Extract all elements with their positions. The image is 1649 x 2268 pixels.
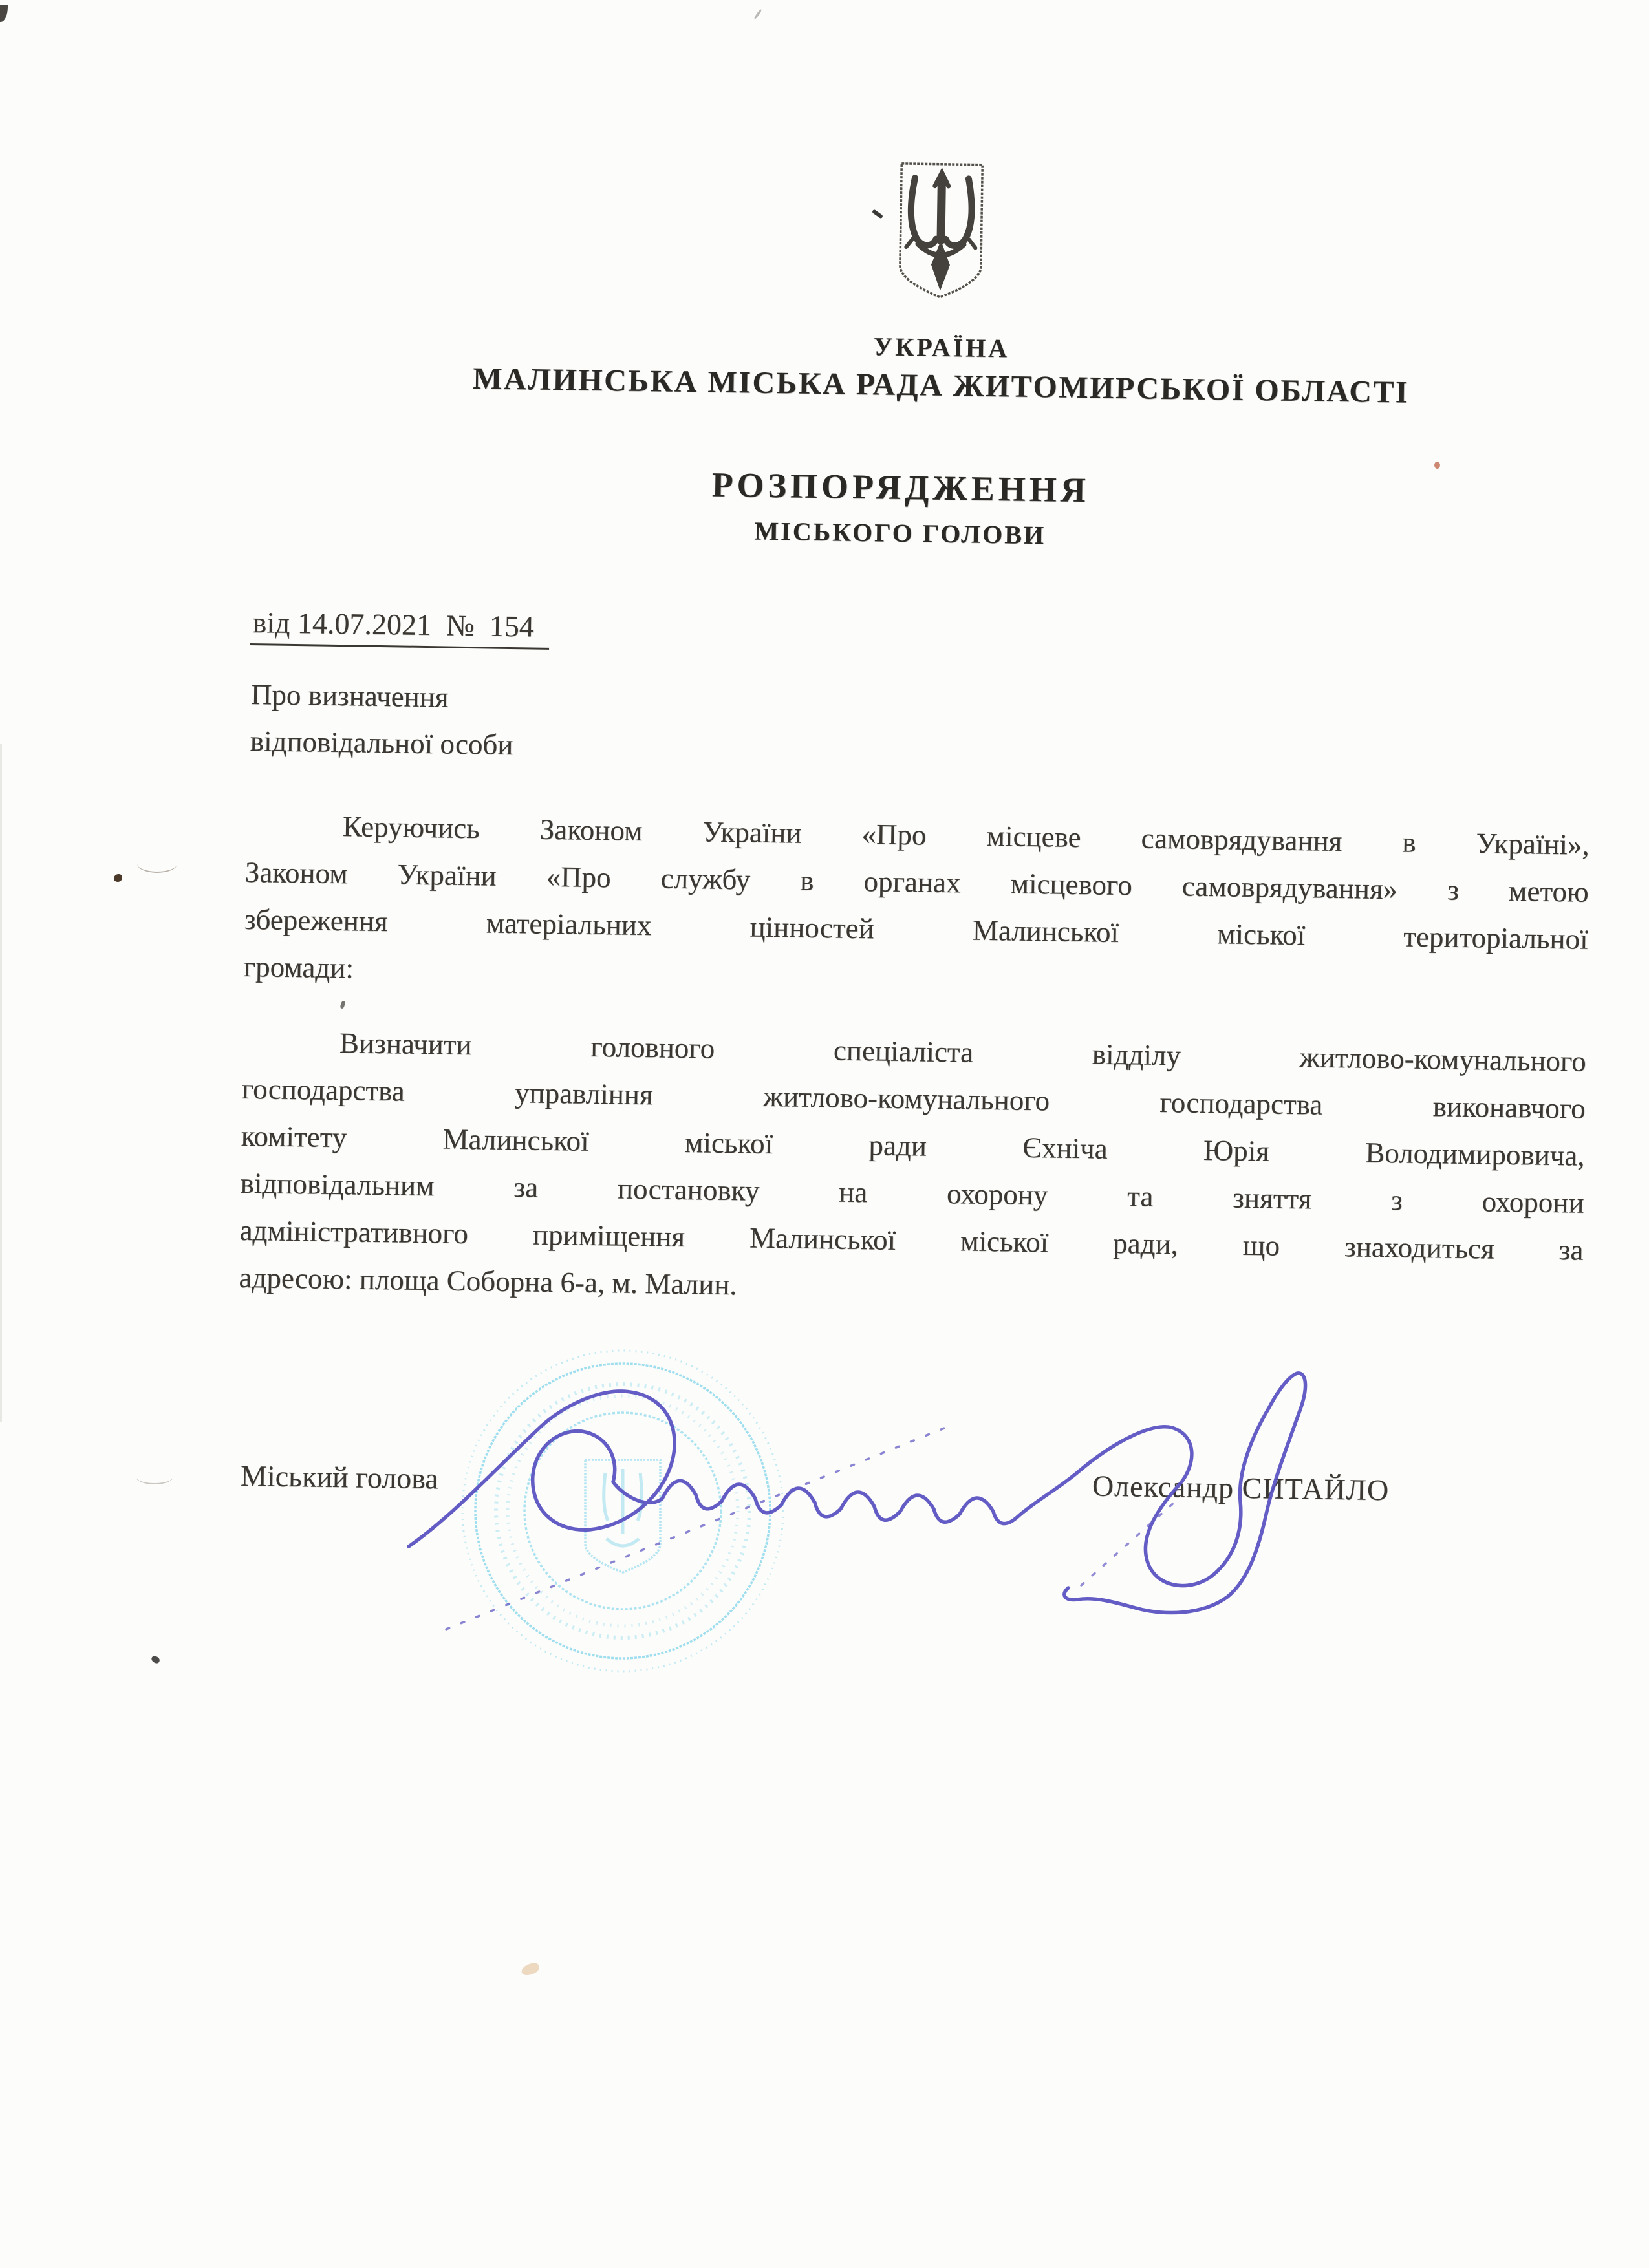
body-line: Визначити головного спеціаліста відділу житлово-комунального: [339, 1027, 1587, 1078]
body-line: громади:: [243, 950, 354, 985]
date-number-line: від 14.07.2021 № 154: [250, 605, 550, 650]
scan-speck: [1434, 462, 1440, 469]
scan-edge-line: [0, 744, 2, 1422]
signatory-name: Олександр СИТАЙЛО: [1092, 1469, 1390, 1507]
signature-title: Міський голова: [240, 1459, 439, 1495]
council-name: МАЛИНСЬКА МІСЬКА РАДА ЖИТОМИРСЬКОЇ ОБЛАСТІ: [472, 361, 1410, 410]
subject-line-2: відповідальної особи: [250, 725, 513, 762]
scan-hair-curve: [137, 855, 177, 873]
body-line: адміністративного приміщення Малинської міської ради, що знаходиться за: [239, 1214, 1584, 1267]
body-paragraph-1: [243, 802, 1590, 1011]
country-name: УКРАЇНА: [873, 332, 1010, 363]
body-line: Законом України «Про службу в органах місцевого самоврядування» з метою: [244, 855, 1590, 908]
subject-block: [250, 671, 514, 768]
document-type-title: РОЗПОРЯДЖЕННЯ: [711, 465, 1090, 510]
scan-hair-curve: [136, 1469, 173, 1484]
body-line: адресою: площа Соборна 6-а, м. Малин.: [239, 1261, 737, 1301]
document-subtype-title: МІСЬКОГО ГОЛОВИ: [754, 516, 1046, 550]
trident-lower-point: [931, 241, 950, 291]
body-line: збереження матеріальних цінностей Малинської міської територіальної: [244, 903, 1588, 956]
body-line: комітету Малинської міської ради Єхніча Юрія Володимировича,: [241, 1119, 1585, 1172]
body-paragraph-2: [239, 1018, 1586, 1321]
body-line: Керуючись Законом України «Про місцеве самоврядування в Україні»,: [342, 810, 1590, 861]
body-line: відповідальним за постановку на охорону та зняття з охорони: [240, 1166, 1584, 1219]
subject-line-1: Про визначення: [250, 678, 449, 714]
body-line: господарства управління житлово-комунального господарства виконавчого: [241, 1072, 1586, 1125]
